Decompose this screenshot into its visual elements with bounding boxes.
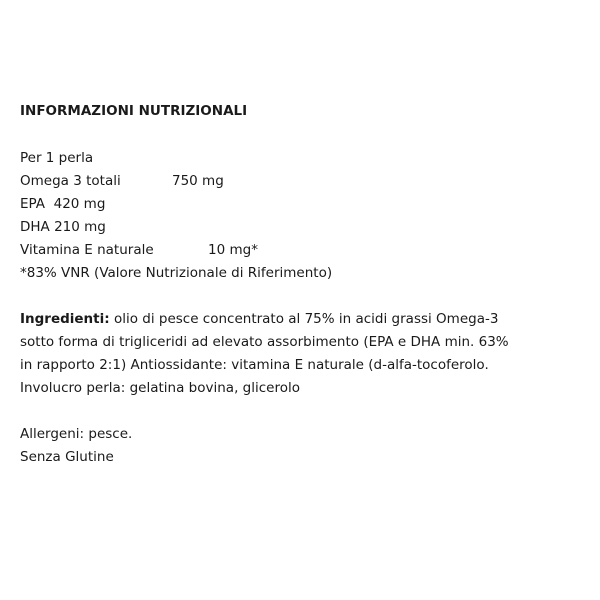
ingredients-label: Ingredienti: [20, 311, 110, 327]
footnote: *83% VNR (Valore Nutrizionale di Riferimento) [20, 265, 333, 281]
gluten-free-text: Senza Glutine [20, 449, 114, 465]
ingredients-line-1 [20, 308, 590, 331]
nutrient-row-epa [20, 193, 590, 216]
nutrient-label: EPA 420 mg [20, 196, 106, 212]
document-title: INFORMAZIONI NUTRIZIONALI [20, 103, 248, 119]
nutrient-label: DHA 210 mg [20, 219, 106, 235]
allergens-text: Allergeni: pesce. [20, 426, 133, 442]
ingredients-line-2: sotto forma di trigliceridi ad elevato assorbimento (EPA e DHA min. 63% [20, 334, 509, 350]
nutrient-label: Omega 3 totali [20, 173, 121, 189]
nutrient-row-omega3 [20, 170, 590, 193]
nutrient-value: 750 mg [172, 173, 224, 189]
ingredients-paragraph [20, 308, 590, 400]
allergen-section [20, 423, 590, 469]
nutrient-row-dha [20, 216, 590, 239]
nutrient-row-vitamin-e [20, 239, 590, 262]
nutrient-value: 10 mg* [208, 242, 258, 258]
ingredients-line-3: in rapporto 2:1) Antiossidante: vitamina E naturale (d-alfa-tocoferolo. [20, 357, 489, 373]
ingredients-line-4: Involucro perla: gelatina bovina, glicerolo [20, 380, 300, 396]
nutrient-label: Vitamina E naturale [20, 242, 154, 258]
nutrition-document [20, 100, 590, 469]
ingredients-text: olio di pesce concentrato al 75% in acidi grassi Omega-3 [109, 311, 499, 327]
serving-size: Per 1 perla [20, 150, 94, 166]
